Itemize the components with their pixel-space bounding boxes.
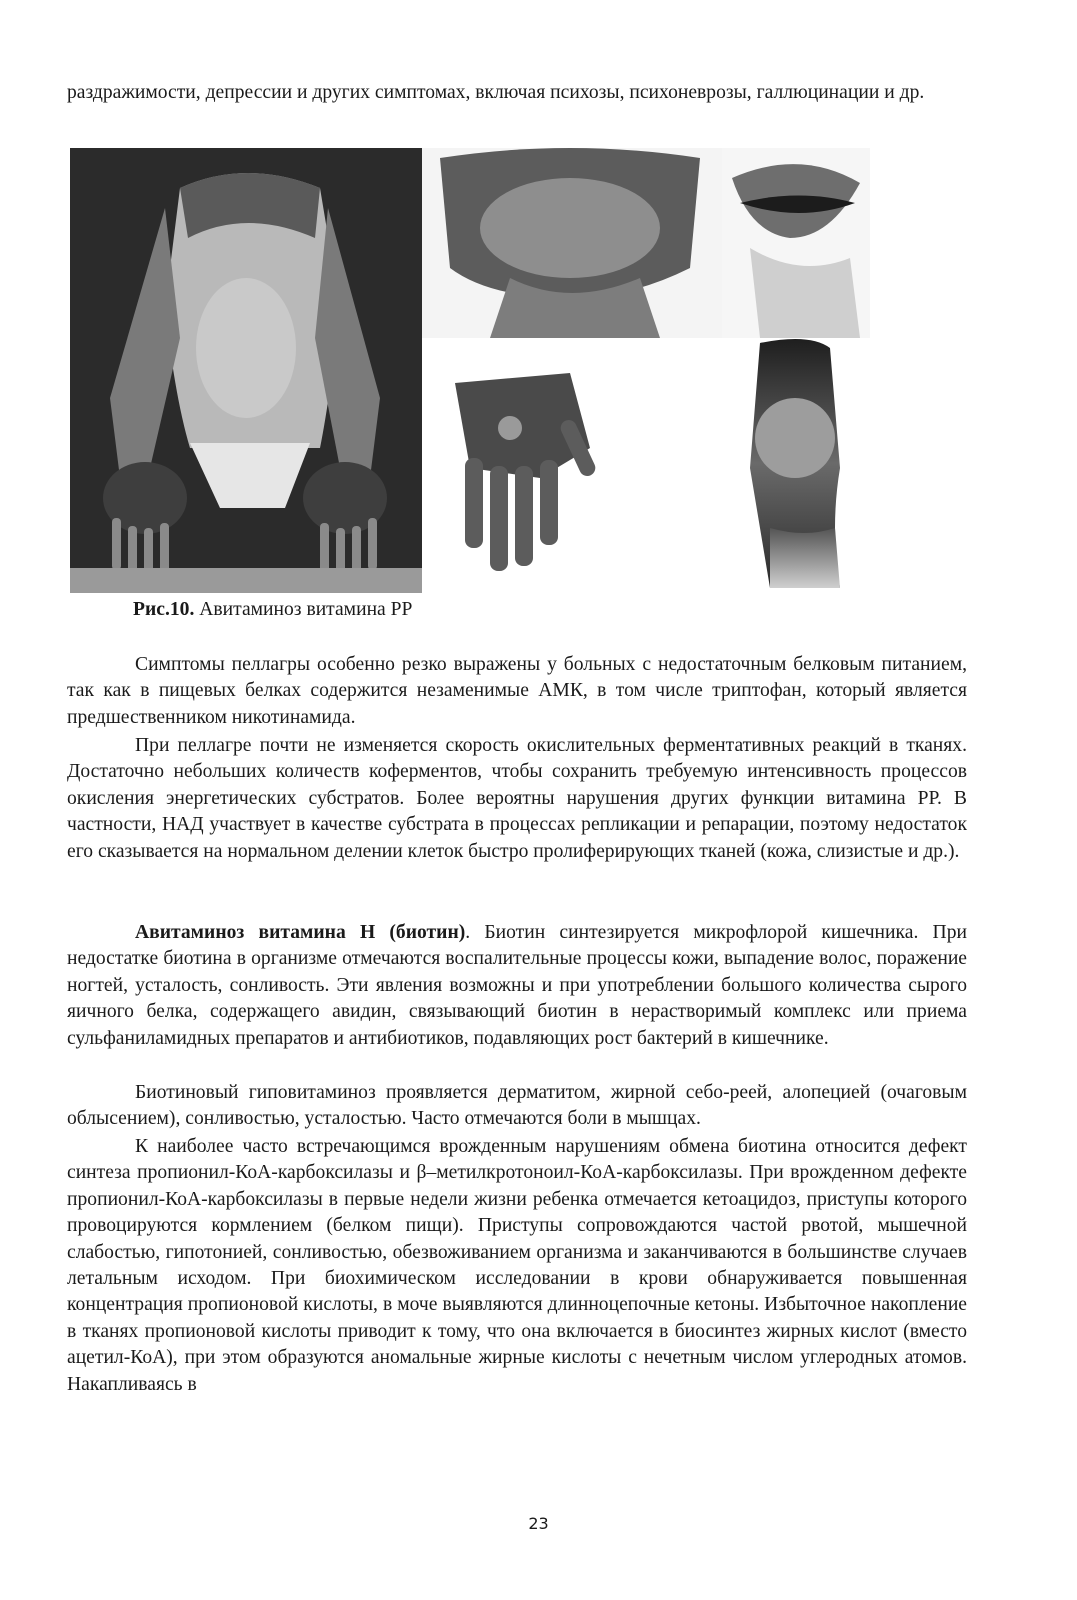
biotin-text: . Биотин синтезируется микрофлорой кишечника. При недостатке биотина в организме отмечаются воспалительные процессы кожи, выпадение волос, поражение ногтей, усталость, сонливость. Эти явления возможны и при употреблении большого количества сырого яичного белка, содержащего авидин, связывающий биотин в нерастворимый комплекс или приема сульфаниламидных препаратов и антибиотиков, подавляющих рост бактерий в кишечнике. <box>67 922 967 1049</box>
paragraph-pellagra-symptoms: Симптомы пеллагры особенно резко выражены у больных с недостаточным белковым питанием, так как в пищевых белках содержится незаменимые АМК, в том числе триптофан, который является предшественником никотинамида. <box>67 654 967 728</box>
paragraph-biotin-deficiency <box>67 920 967 1052</box>
lips-photo <box>722 148 870 338</box>
figure-caption-text: Авитаминоз витамина РР <box>194 599 413 620</box>
torso-with-hands-photo <box>70 148 422 593</box>
figure-caption <box>133 597 412 623</box>
face-and-neck-photo <box>422 148 722 338</box>
biotin-heading: Авитаминоз витамина Н (биотин) <box>135 922 466 943</box>
hand-photo <box>422 338 722 593</box>
paragraph-biotin-congenital: К наиболее часто встречающимся врожденным нарушениям обмена биотина относится дефект синтеза пропионил-КоА-карбоксилазы и β–метилкротоноил-КоА-карбоксилазы. При врожденном дефекте пропионил-КоА-карбоксилазы в первые недели жизни ребенка отмечается кетоацидоз, приступы которого провоцируются кормлением (белком пищи). Приступы сопровождаются частой рвотой, мышечной слабостью, гипотонией, сонливостью, обезвоживанием организма и заканчиваются в большинстве случаев летальным исходом. При биохимическом исследовании в крови обнаруживается повышенная концентрация пропионовой кислоты, в моче выявляются длинноцепочные кетоны. Избыточное накопление в тканях пропионовой кислоты приводит к тому, что она включается в биосинтез жирных кислот (вместо ацетил-КоА), при этом образуются аномальные жирные кислоты с нечетным числом углеродных атомов. Накапливаясь в <box>67 1136 967 1395</box>
page-number: 23 <box>528 1514 549 1533</box>
figure-label: Рис.10. <box>133 599 195 620</box>
paragraph-biotin-hypovitaminosis: Биотиновый гиповитаминоз проявляется дерматитом, жирной себо-реей, алопецией (очаговым облысением), сонливостью, усталостью. Часто отмечаются боли в мышцах. <box>67 1082 967 1130</box>
paragraph-pellagra-oxidation: При пеллагре почти не изменяется скорость окислительных ферментативных реакций в тканях. Достаточно небольших количеств коферментов, чтобы сохранить требуемую интенсивность процессов окисления энергетических субстратов. Более вероятны нарушения других функции витамина РР. В частности, НАД участвует в качестве субстрата в процессах репликации и репарации, поэтому недостаток его сказывается на нормальном делении клеток быстро пролиферирующих тканей (кожа, слизистые и др.). <box>67 735 967 862</box>
figure-pellagra-photos <box>70 148 870 593</box>
top-paragraph: раздражимости, депрессии и других симптомах, включая психозы, психоневрозы, галлюцинации и др. <box>67 82 925 103</box>
leg-photo <box>722 338 870 593</box>
